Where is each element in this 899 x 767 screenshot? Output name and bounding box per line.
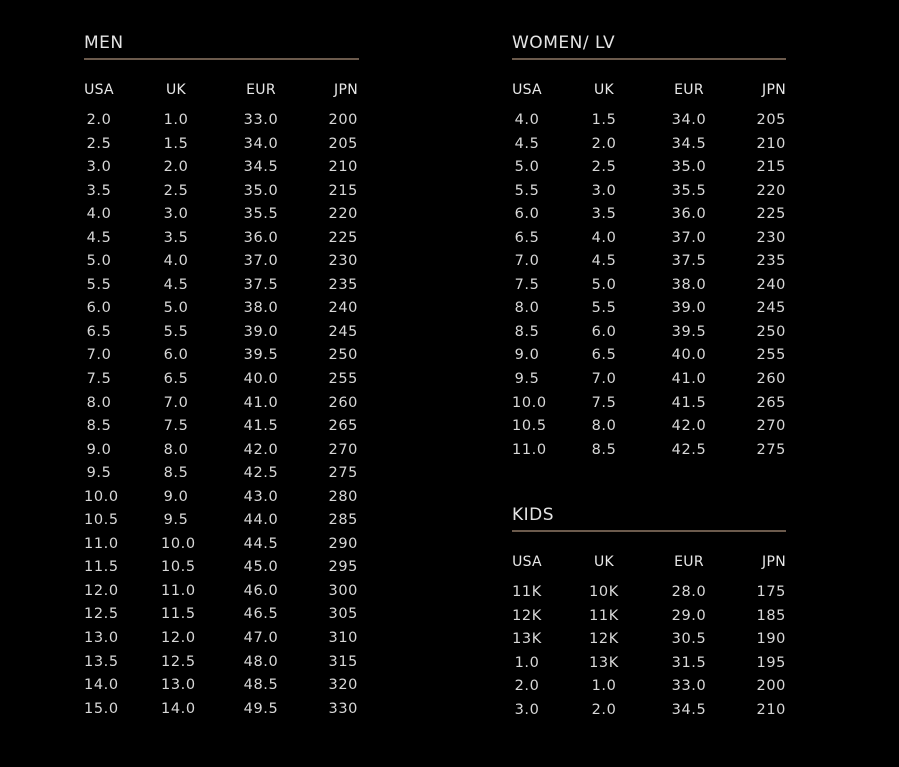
column-header: JPN — [762, 554, 786, 570]
title-divider — [512, 58, 786, 60]
size-cell: 12.0 — [84, 582, 119, 599]
column-header: EUR — [674, 82, 704, 98]
size-cell: 10.5 — [512, 418, 547, 435]
size-cell: 34.5 — [243, 159, 279, 176]
size-cell: 2.0 — [163, 159, 189, 176]
table-row — [84, 604, 359, 628]
size-cell: 30.5 — [671, 631, 707, 648]
size-cell: 3.5 — [163, 229, 189, 246]
size-cell: 37.5 — [671, 253, 707, 270]
table-row — [512, 700, 786, 724]
size-cell: 44.0 — [243, 512, 279, 529]
table-row — [84, 675, 359, 699]
size-cell: 2.5 — [163, 182, 189, 199]
size-cell: 250 — [328, 347, 358, 364]
table-row — [84, 699, 359, 723]
size-cell: 245 — [756, 300, 786, 317]
size-cell: 29.0 — [671, 607, 707, 624]
size-cell: 42.5 — [243, 465, 279, 482]
size-cell: 5.5 — [86, 276, 112, 293]
size-cell: 1.5 — [163, 135, 189, 152]
size-cell: 11.0 — [161, 582, 196, 599]
size-cell: 3.0 — [591, 182, 617, 199]
size-cell: 5.0 — [163, 300, 189, 317]
table-row — [512, 582, 786, 606]
size-cell: 255 — [756, 347, 786, 364]
size-cell: 5.5 — [163, 323, 189, 340]
size-cell: 11.0 — [512, 441, 547, 458]
table-row — [512, 251, 786, 275]
size-cell: 34.0 — [243, 135, 279, 152]
table-row — [84, 275, 359, 299]
size-cell: 1.0 — [591, 678, 617, 695]
table-row — [512, 629, 786, 653]
table-row — [84, 652, 359, 676]
table-row — [84, 181, 359, 205]
size-cell: 305 — [328, 606, 358, 623]
size-cell: 6.0 — [163, 347, 189, 364]
size-cell: 13.0 — [84, 630, 119, 647]
size-cell: 47.0 — [243, 630, 279, 647]
size-cell: 9.0 — [163, 488, 189, 505]
size-cell: 36.0 — [671, 206, 707, 223]
size-cell: 39.0 — [671, 300, 707, 317]
size-cell: 250 — [756, 323, 786, 340]
size-cell: 12.0 — [161, 630, 196, 647]
size-cell: 2.0 — [514, 678, 540, 695]
women-size-section — [512, 31, 786, 463]
table-row — [84, 440, 359, 464]
table-row — [84, 228, 359, 252]
size-cell: 13K — [512, 631, 542, 648]
column-header: JPN — [334, 82, 358, 98]
size-cell: 45.0 — [243, 559, 279, 576]
table-row — [84, 487, 359, 511]
size-cell: 230 — [756, 229, 786, 246]
size-cell: 220 — [328, 206, 358, 223]
size-cell: 42.5 — [671, 441, 707, 458]
size-cell: 295 — [328, 559, 358, 576]
table-header-row — [512, 80, 786, 110]
size-cell: 35.5 — [671, 182, 707, 199]
size-cell: 34.5 — [671, 701, 707, 718]
table-row — [512, 228, 786, 252]
size-cell: 12K — [589, 631, 619, 648]
size-cell: 6.0 — [86, 300, 112, 317]
size-cell: 5.5 — [514, 182, 540, 199]
size-cell: 10.5 — [161, 559, 196, 576]
table-row — [84, 628, 359, 652]
table-row — [512, 134, 786, 158]
size-cell: 41.0 — [671, 371, 707, 388]
size-cell: 5.0 — [514, 159, 540, 176]
table-row — [512, 275, 786, 299]
table-row — [84, 581, 359, 605]
size-cell: 260 — [328, 394, 358, 411]
size-cell: 230 — [328, 253, 358, 270]
size-cell: 41.0 — [243, 394, 279, 411]
table-row — [84, 345, 359, 369]
size-cell: 10.0 — [161, 535, 196, 552]
size-cell: 39.5 — [243, 347, 279, 364]
size-cell: 205 — [756, 112, 786, 128]
size-cell: 205 — [328, 135, 358, 152]
size-cell: 315 — [328, 653, 358, 670]
table-row — [512, 322, 786, 346]
size-cell: 215 — [756, 159, 786, 176]
size-cell: 35.5 — [243, 206, 279, 223]
size-cell: 12K — [512, 607, 542, 624]
table-row — [512, 393, 786, 417]
size-cell: 7.5 — [163, 418, 189, 435]
size-cell: 4.0 — [163, 253, 189, 270]
size-cell: 210 — [756, 135, 786, 152]
size-cell: 38.0 — [243, 300, 279, 317]
size-cell: 6.5 — [163, 371, 189, 388]
size-cell: 195 — [756, 654, 786, 671]
size-cell: 5.5 — [591, 300, 617, 317]
size-cell: 38.0 — [671, 276, 707, 293]
table-row — [84, 322, 359, 346]
size-cell: 12.5 — [84, 606, 119, 623]
size-cell: 225 — [328, 229, 358, 246]
size-cell: 44.5 — [243, 535, 279, 552]
table-row — [512, 204, 786, 228]
size-cell: 11K — [512, 584, 542, 600]
size-cell: 46.5 — [243, 606, 279, 623]
size-cell: 4.5 — [514, 135, 540, 152]
size-cell: 1.0 — [514, 654, 540, 671]
column-header: JPN — [762, 82, 786, 98]
size-cell: 3.0 — [163, 206, 189, 223]
size-cell: 220 — [756, 182, 786, 199]
size-cell: 190 — [756, 631, 786, 648]
size-cell: 9.0 — [86, 441, 112, 458]
size-cell: 11K — [589, 607, 619, 624]
size-cell: 5.0 — [591, 276, 617, 293]
size-cell: 39.5 — [671, 323, 707, 340]
column-header: USA — [512, 554, 542, 570]
section-title: WOMEN/ LV — [512, 33, 616, 53]
size-cell: 41.5 — [671, 394, 707, 411]
size-cell: 9.5 — [514, 371, 540, 388]
table-header-row — [84, 80, 359, 110]
table-row — [512, 157, 786, 181]
column-header: EUR — [246, 82, 276, 98]
size-cell: 39.0 — [243, 323, 279, 340]
title-divider — [84, 58, 359, 60]
size-cell: 210 — [756, 701, 786, 718]
size-cell: 2.5 — [591, 159, 617, 176]
size-cell: 1.0 — [163, 112, 189, 128]
table-row — [84, 416, 359, 440]
size-cell: 270 — [756, 418, 786, 435]
size-cell: 40.0 — [243, 371, 279, 388]
size-cell: 265 — [328, 418, 358, 435]
column-header: EUR — [674, 554, 704, 570]
column-header: UK — [593, 82, 615, 98]
section-title: KIDS — [512, 505, 555, 525]
size-cell: 8.5 — [591, 441, 617, 458]
size-cell: 40.0 — [671, 347, 707, 364]
table-row — [84, 393, 359, 417]
size-cell: 37.5 — [243, 276, 279, 293]
size-cell: 235 — [756, 253, 786, 270]
size-cell: 8.5 — [86, 418, 112, 435]
kids-size-section — [512, 503, 786, 723]
size-cell: 6.5 — [514, 229, 540, 246]
size-cell: 3.5 — [86, 182, 112, 199]
size-cell: 270 — [328, 441, 358, 458]
size-cell: 3.0 — [86, 159, 112, 176]
size-cell: 8.0 — [86, 394, 112, 411]
size-cell: 34.5 — [671, 135, 707, 152]
size-cell: 4.5 — [86, 229, 112, 246]
size-cell: 175 — [756, 584, 786, 600]
size-cell: 3.5 — [591, 206, 617, 223]
size-cell: 10K — [589, 584, 619, 600]
size-cell: 185 — [756, 607, 786, 624]
size-cell: 300 — [328, 582, 358, 599]
size-cell: 10.0 — [512, 394, 547, 411]
size-cell: 240 — [756, 276, 786, 293]
table-row — [512, 110, 786, 134]
table-row — [84, 134, 359, 158]
column-header: UK — [593, 554, 615, 570]
size-cell: 4.0 — [86, 206, 112, 223]
size-cell: 7.0 — [514, 253, 540, 270]
size-cell: 255 — [328, 371, 358, 388]
table-row — [84, 157, 359, 181]
table-row — [512, 440, 786, 464]
size-cell: 200 — [756, 678, 786, 695]
size-cell: 8.0 — [163, 441, 189, 458]
women-size-table — [512, 80, 786, 463]
size-cell: 6.0 — [591, 323, 617, 340]
size-cell: 13.5 — [84, 653, 119, 670]
size-cell: 275 — [756, 441, 786, 458]
men-size-section — [84, 31, 359, 722]
size-cell: 43.0 — [243, 488, 279, 505]
size-cell: 7.0 — [86, 347, 112, 364]
size-cell: 33.0 — [671, 678, 707, 695]
size-cell: 4.0 — [514, 112, 540, 128]
size-cell: 280 — [328, 488, 358, 505]
size-cell: 8.5 — [514, 323, 540, 340]
size-cell: 48.5 — [243, 677, 279, 694]
size-cell: 1.5 — [591, 112, 617, 128]
table-row — [512, 369, 786, 393]
size-cell: 7.5 — [591, 394, 617, 411]
size-cell: 320 — [328, 677, 358, 694]
size-cell: 330 — [328, 700, 358, 717]
size-cell: 49.5 — [243, 700, 279, 717]
size-cell: 265 — [756, 394, 786, 411]
size-cell: 2.0 — [591, 701, 617, 718]
size-cell: 7.0 — [163, 394, 189, 411]
size-cell: 11.5 — [161, 606, 196, 623]
size-cell: 4.5 — [591, 253, 617, 270]
table-row — [84, 369, 359, 393]
table-row — [84, 251, 359, 275]
size-cell: 48.0 — [243, 653, 279, 670]
size-cell: 2.5 — [86, 135, 112, 152]
table-row — [512, 345, 786, 369]
size-cell: 8.0 — [514, 300, 540, 317]
size-cell: 6.5 — [591, 347, 617, 364]
size-cell: 33.0 — [243, 112, 279, 128]
size-cell: 36.0 — [243, 229, 279, 246]
size-cell: 11.0 — [84, 535, 119, 552]
size-cell: 200 — [328, 112, 358, 128]
size-cell: 7.5 — [514, 276, 540, 293]
size-cell: 46.0 — [243, 582, 279, 599]
size-cell: 275 — [328, 465, 358, 482]
table-row — [84, 510, 359, 534]
size-cell: 13K — [589, 654, 619, 671]
size-cell: 260 — [756, 371, 786, 388]
size-cell: 235 — [328, 276, 358, 293]
table-row — [84, 110, 359, 134]
kids-size-table — [512, 552, 786, 723]
size-cell: 215 — [328, 182, 358, 199]
table-row — [512, 181, 786, 205]
table-row — [84, 534, 359, 558]
size-cell: 245 — [328, 323, 358, 340]
size-cell: 8.0 — [591, 418, 617, 435]
size-cell: 9.0 — [514, 347, 540, 364]
size-cell: 4.0 — [591, 229, 617, 246]
size-cell: 7.0 — [591, 371, 617, 388]
size-cell: 5.0 — [86, 253, 112, 270]
size-cell: 210 — [328, 159, 358, 176]
size-cell: 28.0 — [671, 584, 707, 600]
size-cell: 2.0 — [591, 135, 617, 152]
size-cell: 14.0 — [84, 677, 119, 694]
size-cell: 9.5 — [86, 465, 112, 482]
column-header: USA — [512, 82, 542, 98]
size-cell: 10.5 — [84, 512, 119, 529]
size-cell: 15.0 — [84, 700, 119, 717]
size-cell: 42.0 — [243, 441, 279, 458]
size-cell: 285 — [328, 512, 358, 529]
size-cell: 10.0 — [84, 488, 119, 505]
size-cell: 31.5 — [671, 654, 707, 671]
size-cell: 290 — [328, 535, 358, 552]
size-cell: 225 — [756, 206, 786, 223]
table-header-row — [512, 552, 786, 582]
table-row — [512, 676, 786, 700]
size-cell: 9.5 — [163, 512, 189, 529]
table-row — [512, 298, 786, 322]
table-row — [512, 606, 786, 630]
size-cell: 42.0 — [671, 418, 707, 435]
size-cell: 41.5 — [243, 418, 279, 435]
size-cell: 12.5 — [161, 653, 196, 670]
size-cell: 35.0 — [671, 159, 707, 176]
section-title: MEN — [84, 33, 124, 53]
size-cell: 6.5 — [86, 323, 112, 340]
size-cell: 7.5 — [86, 371, 112, 388]
size-cell: 6.0 — [514, 206, 540, 223]
size-cell: 13.0 — [161, 677, 196, 694]
size-cell: 37.0 — [671, 229, 707, 246]
size-cell: 37.0 — [243, 253, 279, 270]
size-cell: 3.0 — [514, 701, 540, 718]
table-row — [84, 298, 359, 322]
table-row — [512, 416, 786, 440]
table-row — [512, 653, 786, 677]
title-divider — [512, 530, 786, 532]
size-cell: 34.0 — [671, 112, 707, 128]
table-row — [84, 463, 359, 487]
size-cell: 35.0 — [243, 182, 279, 199]
size-cell: 4.5 — [163, 276, 189, 293]
size-cell: 240 — [328, 300, 358, 317]
table-row — [84, 204, 359, 228]
size-cell: 2.0 — [86, 112, 112, 128]
table-row — [84, 557, 359, 581]
size-cell: 310 — [328, 630, 358, 647]
size-cell: 8.5 — [163, 465, 189, 482]
size-cell: 14.0 — [161, 700, 196, 717]
size-cell: 11.5 — [84, 559, 119, 576]
column-header: UK — [165, 82, 187, 98]
men-size-table — [84, 80, 359, 722]
column-header: USA — [84, 82, 114, 98]
